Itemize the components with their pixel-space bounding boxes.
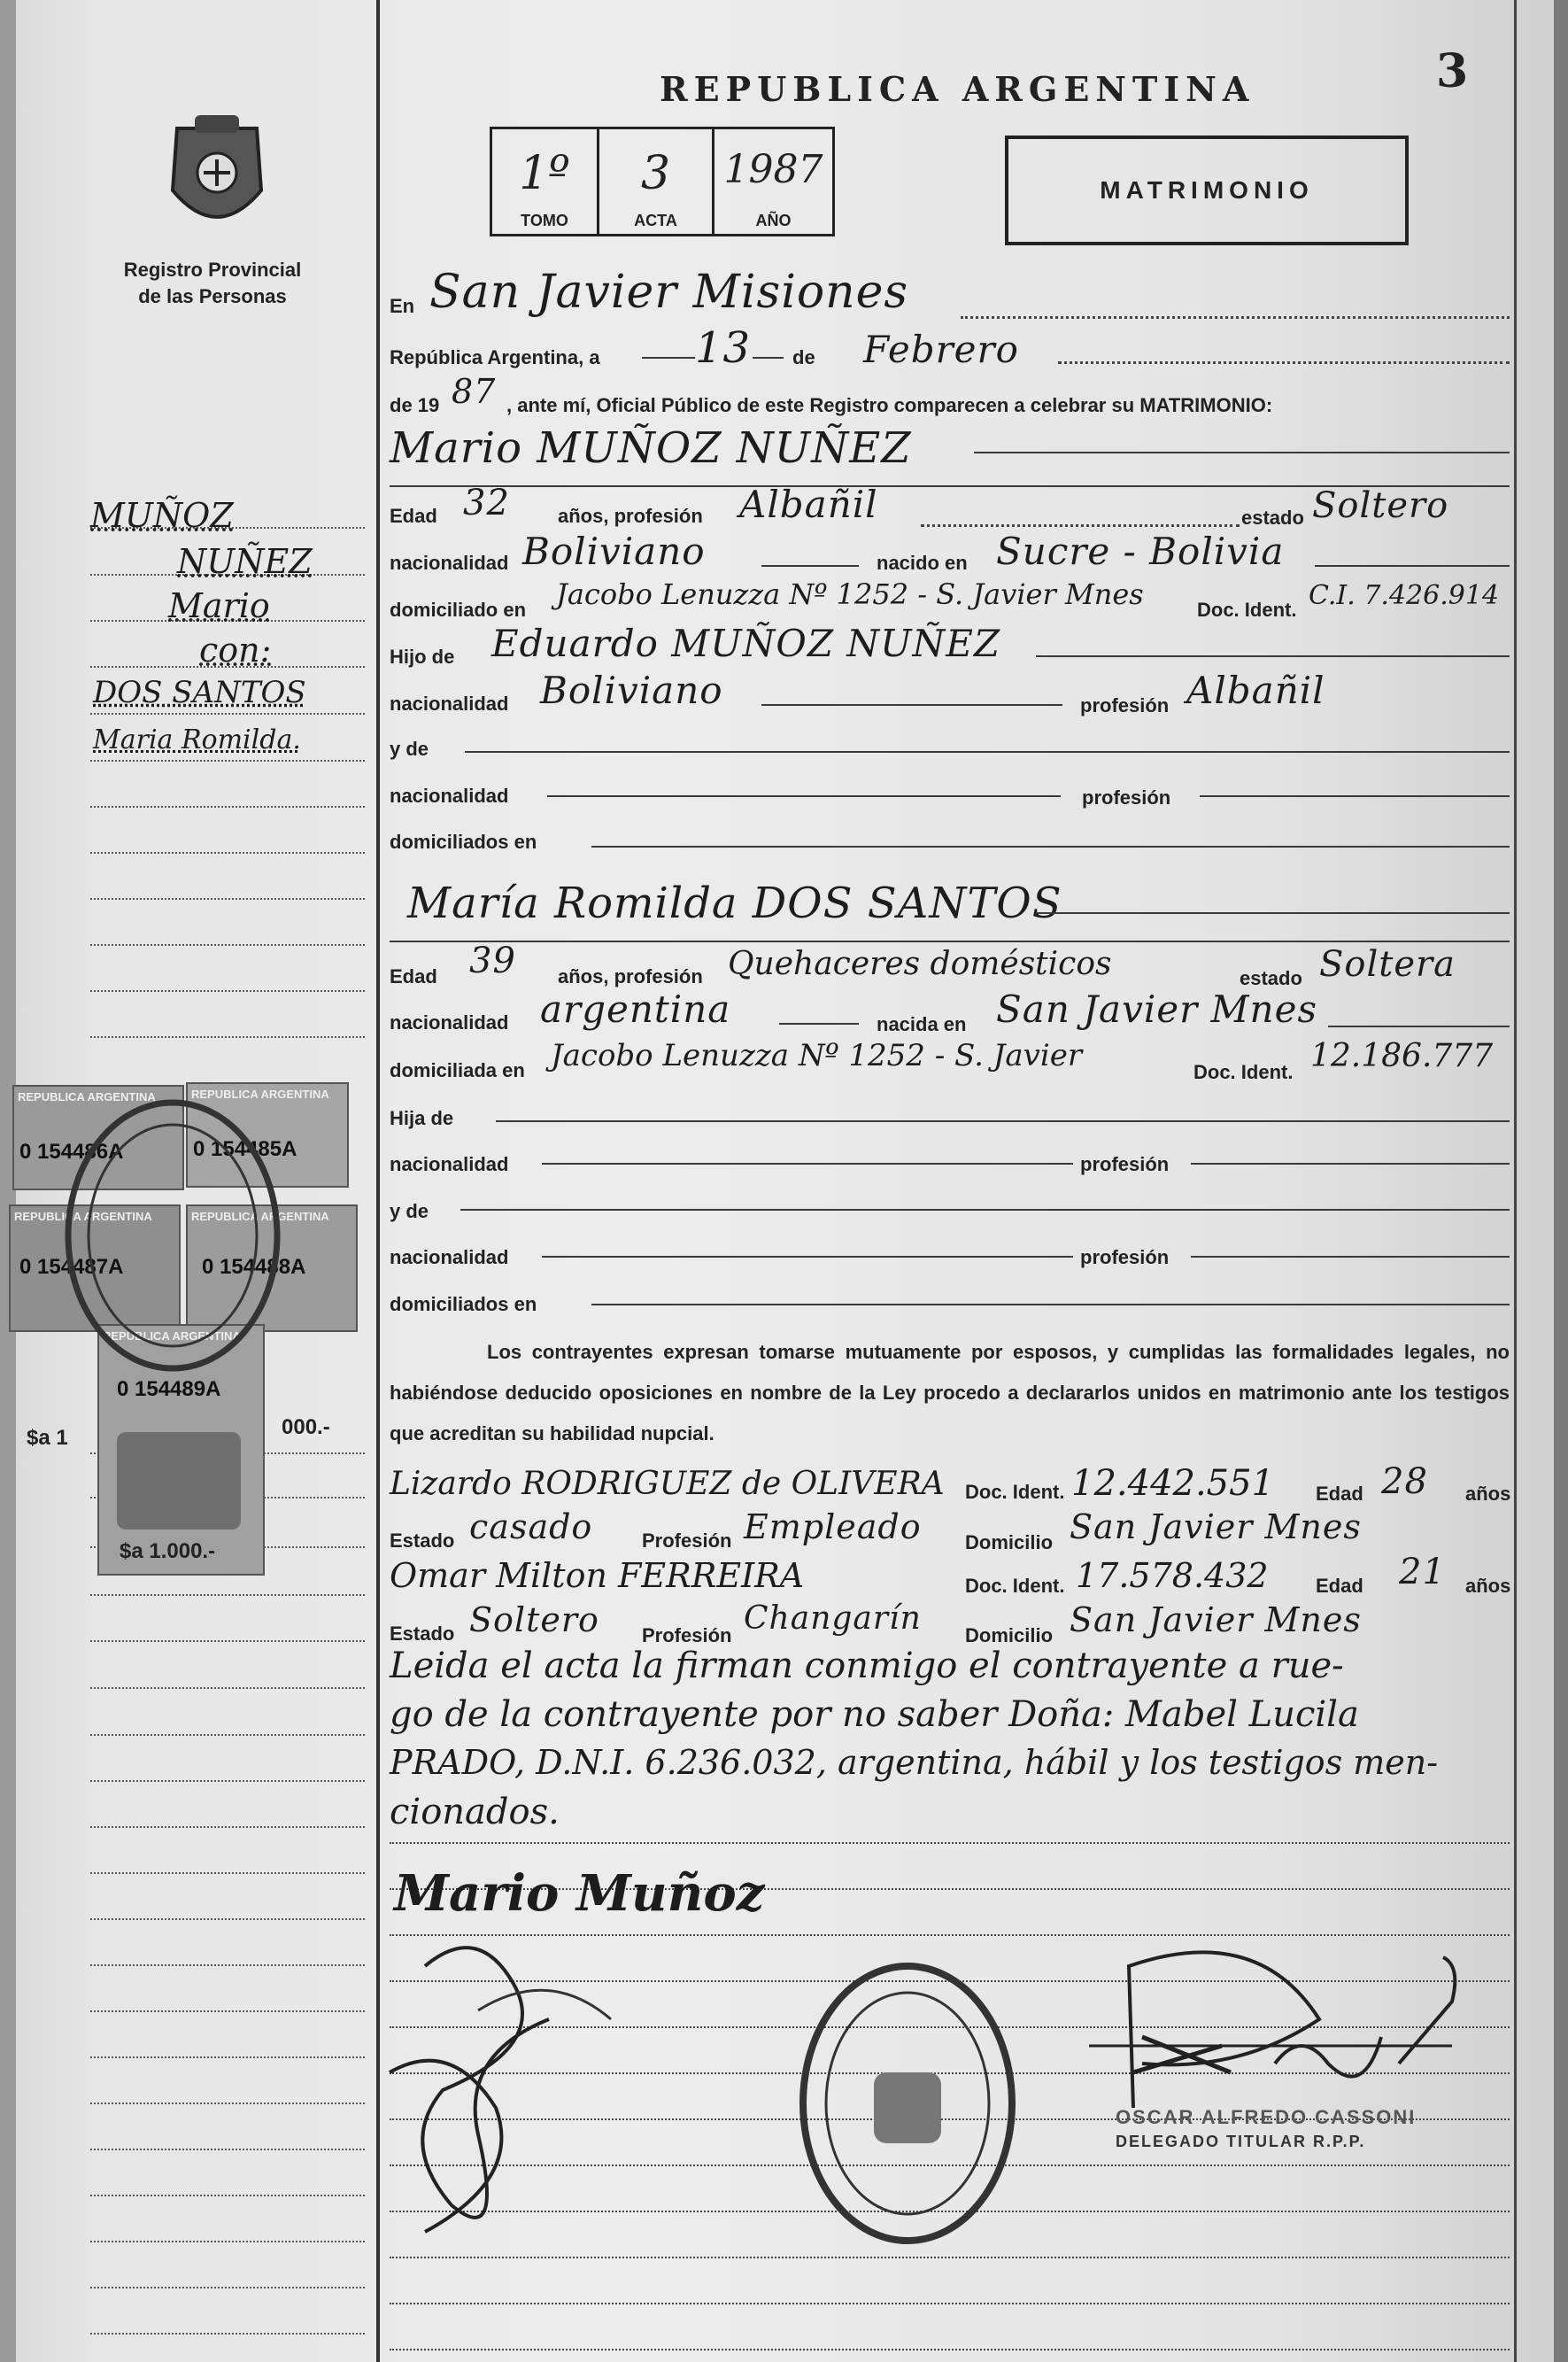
label-anos-profesion: años, profesión [558,505,703,527]
label-doc-ident-w2: Doc. Ident. [965,1575,1065,1597]
witness-1-address: San Javier Mnes [1070,1507,1362,1546]
label-en: En [390,295,415,317]
label-profesion-w2: Profesión [642,1624,732,1646]
label-nacionalidad-bmother: nacionalidad [390,1246,509,1268]
label-domiciliada-en: domiciliada en [390,1059,525,1081]
witness-1-profession: Empleado [744,1507,922,1546]
stamp-serial-5: 0 154489A [117,1377,221,1401]
margin-name-2: NUÑEZ [177,542,313,581]
label-estado-w2: Estado [390,1622,455,1645]
groom-name: Mario MUÑOZ NUÑEZ [390,423,912,473]
label-edad: Edad [390,505,437,527]
revenue-stamp-1: REPUBLICA ARGENTINA 0 154486A [12,1085,184,1190]
label-hija-de: Hija de [390,1107,454,1129]
revenue-stamp-5: REPUBLICA ARGENTINA 0 154489A [97,1324,265,1576]
month: Febrero [863,328,1019,371]
office-line-2: de las Personas [138,285,287,307]
label-comparecen: , ante mí, Oficial Público de este Registro comparecen a celebrar su MATRIMONIO: [506,394,1273,416]
groom-address: Jacobo Lenuzza Nº 1252 - S. Javier Mnes [556,577,1144,611]
label-profesion-bfather: profesión [1080,1153,1170,1175]
acta-value: 3 [640,147,671,200]
declaration-text: Los contrayentes expresan tomarse mutuamente por esposos, y cumplidas las formalidades legales, no habiéndose deducido oposiciones en nombre de la Ley procedo a declararlos unidos en matrimonio ante los testigos que acreditan su habilidad nupcial. [390,1341,1510,1444]
father-profession: Albañil [1186,669,1325,712]
label-profesion-bmother: profesión [1080,1246,1170,1268]
place: San Javier Misiones [429,266,909,319]
witness-2-address: San Javier Mnes [1070,1600,1362,1639]
acta-label: ACTA [634,212,677,229]
note-line-4: cionados. [390,1792,560,1832]
official-name: OSCAR ALFREDO CASSONI [1116,2106,1417,2128]
record-box [490,127,835,236]
groom-profession: Albañil [739,483,878,526]
witness-1-age: 28 [1381,1461,1428,1502]
bride-doc: 12.186.777 [1310,1038,1494,1074]
note-line-3: PRADO, D.N.I. 6.236.032, argentina, hábil y los testigos men- [390,1743,1439,1782]
year-suffix: 87 [452,372,497,411]
bride-address: Jacobo Lenuzza Nº 1252 - S. Javier [551,1038,1083,1073]
page-right-edge [1554,0,1568,2362]
witness-2-doc: 17.578.432 [1076,1556,1269,1595]
ano-cell [714,129,832,234]
witness-1-status: casado [469,1507,593,1546]
label-anos-w1: años [1465,1483,1511,1505]
label-edad-w1: Edad [1316,1483,1363,1505]
groom-age: 32 [463,483,510,523]
groom-status: Soltero [1312,485,1449,526]
groom-nationality: Boliviano [522,530,706,573]
witness-2-age: 21 [1399,1552,1446,1592]
label-doc-ident-w1: Doc. Ident. [965,1481,1065,1503]
tomo-cell [492,129,599,234]
right-border [1514,0,1517,2362]
label-domicilio-w1: Domicilio [965,1531,1054,1553]
registry-office [106,257,319,310]
label-estado-w1: Estado [390,1529,455,1552]
stamp-amount-left: $a 1 [27,1426,68,1450]
coat-of-arms-icon [159,111,274,244]
office-line-1: Registro Provincial [123,259,302,281]
witness-signatures-icon [372,1913,637,2250]
document-type-box [1005,136,1409,245]
margin-name-1: MUÑOZ [90,496,234,535]
groom-signature: Mario Muñoz [394,1864,765,1923]
witness-2-name: Omar Milton FERREIRA [390,1556,805,1595]
revenue-stamp-4: REPUBLICA ARGENTINA 0 154488A [186,1204,358,1332]
bride-profession: Quehaceres domésticos [728,946,1112,982]
day: 13 [695,323,752,373]
label-nacionalidad-father: nacionalidad [390,693,509,715]
tomo-value: 1º [519,147,570,200]
label-profesion-father: profesión [1080,694,1170,716]
groom-birthplace: Sucre - Bolivia [996,530,1285,573]
official-title: DELEGADO TITULAR R.P.P. [1116,2133,1366,2150]
note-line-1: Leida el acta la firman conmigo el contrayente a rue- [390,1646,1344,1686]
label-domicilio-w2: Domicilio [965,1624,1054,1646]
witness-1-name: Lizardo RODRIGUEZ de OLIVERA [390,1466,945,1502]
stamp-amount-bottom: $a 1.000.- [120,1539,216,1563]
label-profesion-mother: profesión [1082,786,1171,809]
label-hijo-de: Hijo de [390,646,455,668]
label-estado-bride: estado [1240,967,1302,989]
stamp-serial-4: 0 154488A [202,1255,306,1279]
label-nacionalidad-bride: nacionalidad [390,1011,509,1034]
bride-status: Soltera [1319,944,1456,985]
acta-cell [599,129,714,234]
label-domiciliado-en: domiciliado en [390,599,527,621]
label-y-de-bride: y de [390,1200,429,1222]
bride-name: María Romilda DOS SANTOS [407,879,1062,928]
label-y-de: y de [390,738,429,760]
bride-age: 39 [469,941,516,981]
registry-office-seal-icon [792,1957,1023,2250]
label-nacida-en: nacida en [877,1013,967,1035]
bride-birthplace: San Javier Mnes [996,987,1317,1031]
groom-doc: C.I. 7.426.914 [1309,580,1500,611]
label-anos-w2: años [1465,1575,1511,1597]
label-profesion-w1: Profesión [642,1529,732,1552]
label-de-ano: de 19 [390,394,440,416]
father-name: Eduardo MUÑOZ NUÑEZ [491,622,1001,665]
label-nacionalidad: nacionalidad [390,552,509,574]
margin-name-5: DOS SANTOS [93,675,306,710]
margin-name-6: Maria Romilda. [93,724,301,755]
page-title: REPUBLICA ARGENTINA [660,69,1255,109]
label-nacionalidad-mother: nacionalidad [390,785,509,807]
witness-1-doc: 12.442.551 [1071,1463,1275,1504]
label-de: de [792,346,815,368]
stamp-serial-1: 0 154486A [19,1140,124,1164]
label-doc-ident: Doc. Ident. [1197,599,1297,621]
witness-2-profession: Changarín [744,1600,922,1637]
label-domiciliados-en: domiciliados en [390,831,537,853]
label-edad-bride: Edad [390,965,437,987]
label-republica: República Argentina, a [390,346,600,368]
label-domiciliados-en-bride: domiciliados en [390,1293,537,1315]
father-nationality: Boliviano [540,669,723,712]
witness-2-status: Soltero [469,1600,599,1639]
label-nacido-en: nacido en [877,552,968,574]
stamp-serial-3: 0 154487A [19,1255,124,1279]
ano-value: 1987 [723,147,823,192]
revenue-stamp-2: REPUBLICA ARGENTINA 0 154485A [186,1082,349,1188]
stamp-amount-right: 000.- [282,1415,330,1439]
registry-seal-icon [53,1089,292,1382]
margin-name-3: Mario [168,586,270,625]
page-number: 3 [1436,44,1469,98]
label-nacionalidad-bfather: nacionalidad [390,1153,509,1175]
label-edad-w2: Edad [1316,1575,1363,1597]
label-anos-profesion-bride: años, profesión [558,965,703,987]
stamp-serial-2: 0 154485A [193,1137,297,1161]
margin-name-4: con: [199,631,272,670]
ano-label: AÑO [755,212,792,229]
document-type: MATRIMONIO [1100,176,1314,204]
tomo-label: TOMO [521,212,568,229]
label-doc-ident-bride: Doc. Ident. [1193,1061,1294,1083]
note-line-2: go de la contrayente por no saber Doña: Mabel Lucila [390,1694,1359,1735]
revenue-stamp-3: REPUBLICA ARGENTINA 0 154487A [9,1204,181,1332]
bride-nationality: argentina [540,987,731,1031]
label-estado: estado [1241,507,1304,529]
